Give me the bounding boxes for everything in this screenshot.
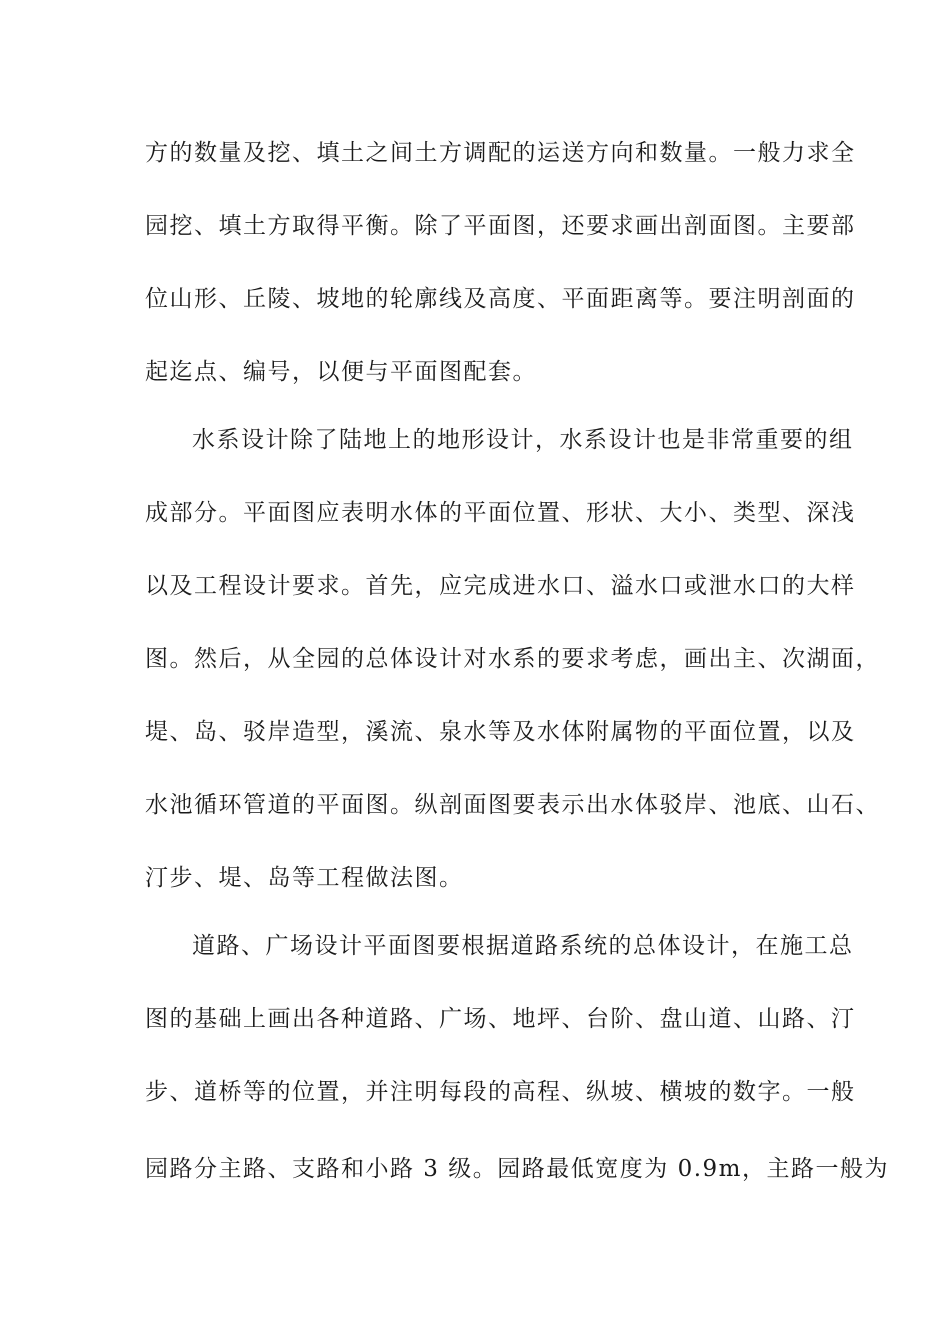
text-line: 成部分。平面图应表明水体的平面位置、形状、大小、类型、深浅: [145, 500, 856, 526]
text-line: 起迄点、编号，以便与平面图配套。: [145, 359, 537, 385]
text-line: 图的基础上画出各种道路、广场、地坪、台阶、盘山道、山路、汀: [145, 1006, 856, 1032]
text-line: 堤、岛、驳岸造型，溪流、泉水等及水体附属物的平面位置，以及: [145, 719, 856, 745]
text-line: 以及工程设计要求。首先，应完成进水口、溢水口或泄水口的大样: [145, 573, 856, 599]
text-line: 步、道桥等的位置，并注明每段的高程、纵坡、横坡的数字。一般: [145, 1079, 856, 1105]
text-line: 汀步、堤、岛等工程做法图。: [145, 865, 464, 891]
text-line: 水池循环管道的平面图。纵剖面图要表示出水体驳岸、池底、山石、: [145, 792, 880, 818]
text-line: 园路分主路、支路和小路 3 级。园路最低宽度为 0.9m，主路一般为: [145, 1156, 889, 1182]
paragraph-start-line: 道路、广场设计平面图要根据道路系统的总体设计，在施工总: [192, 933, 854, 959]
text-line: 图。然后，从全园的总体设计对水系的要求考虑，画出主、次湖面，: [145, 646, 880, 672]
text-line: 方的数量及挖、填土之间土方调配的运送方向和数量。一般力求全: [145, 140, 856, 166]
text-line: 园挖、填土方取得平衡。除了平面图，还要求画出剖面图。主要部: [145, 213, 856, 239]
text-line: 位山形、丘陵、坡地的轮廓线及高度、平面距离等。要注明剖面的: [145, 286, 856, 312]
paragraph-start-line: 水系设计除了陆地上的地形设计，水系设计也是非常重要的组: [192, 427, 854, 453]
